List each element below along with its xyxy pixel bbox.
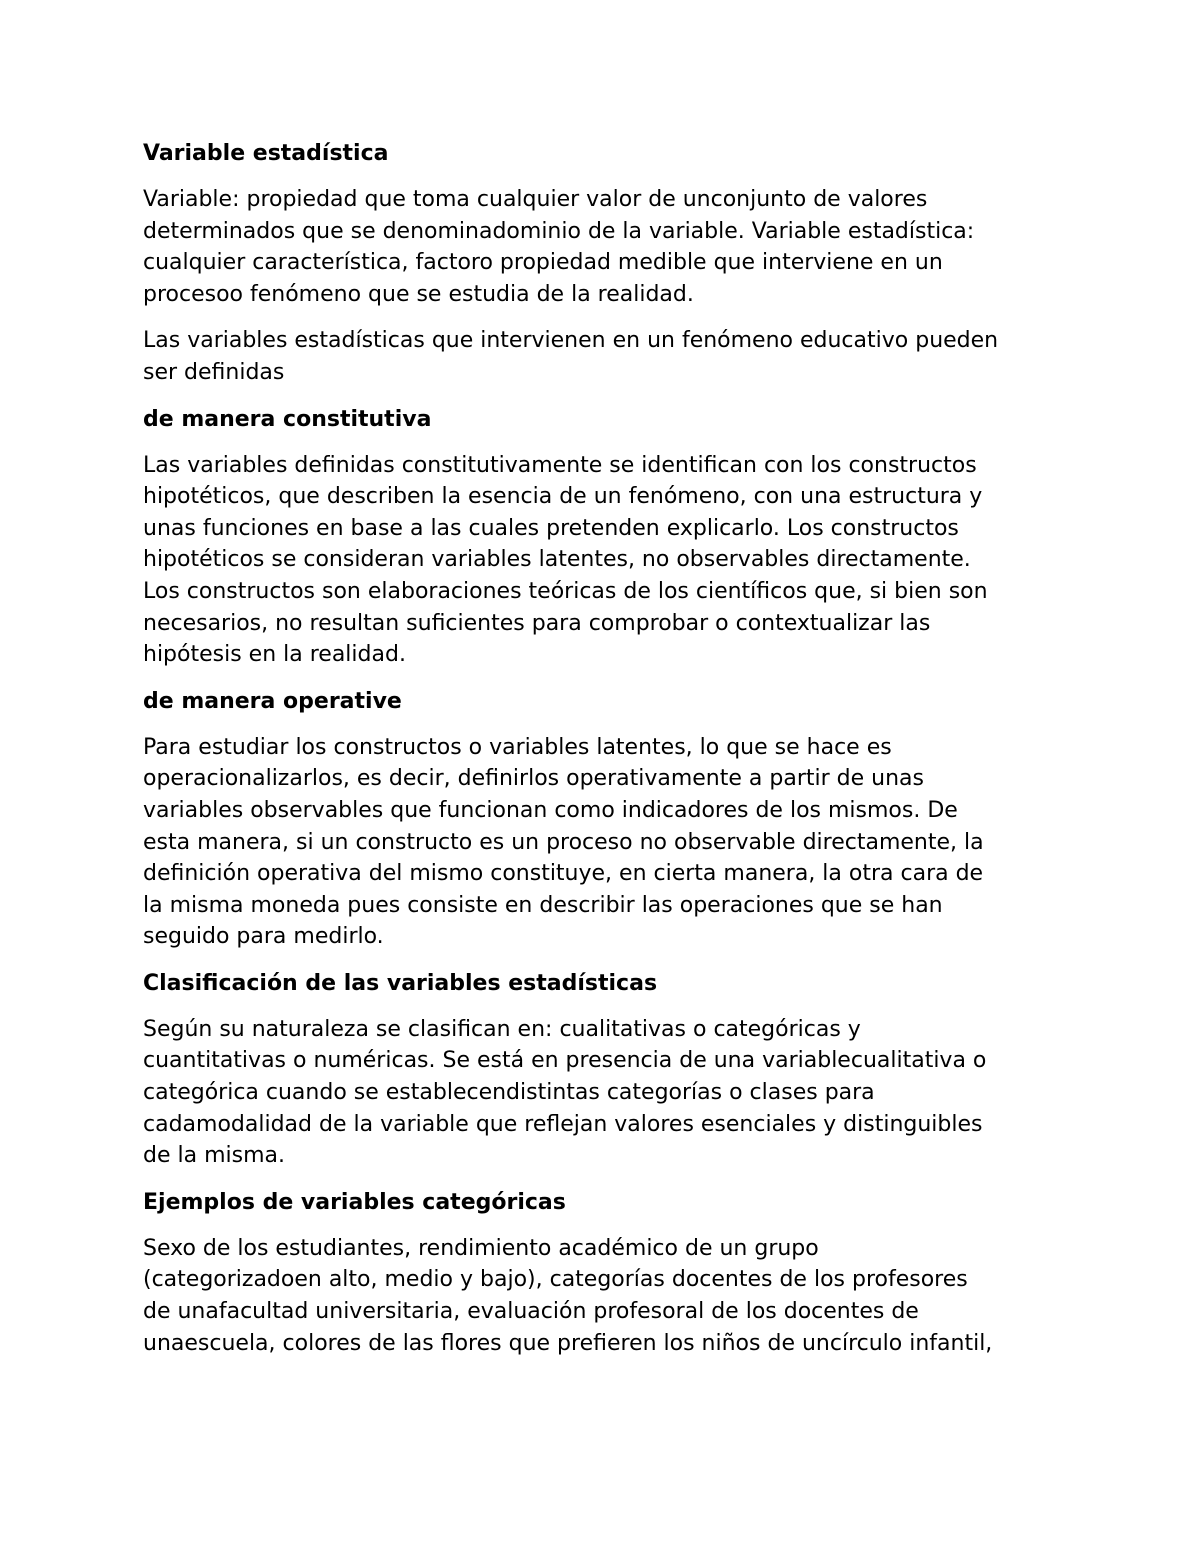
document-page: [143, 138, 1073, 1374]
paragraph-clasificacion: [143, 1014, 1073, 1172]
text-line: (categorizadoen alto, medio y bajo), categorías docentes de los profesores: [143, 1267, 968, 1293]
text-line: Las variables definidas constitutivamente se identifican con los constructos: [143, 452, 977, 478]
text-line: categórica cuando se establecendistintas categorías o clases para: [143, 1080, 875, 1106]
text-line: variables observables que funcionan como indicadores de los mismos. De: [143, 797, 958, 823]
paragraph-variable-definition: [143, 184, 1073, 310]
text-line: seguido para medirlo.: [143, 924, 384, 950]
text-line: cualquier característica, factoro propiedad medible que interviene en un: [143, 250, 943, 276]
paragraph-ejemplos: [143, 1233, 1073, 1359]
heading-constitutiva: de manera constitutiva: [143, 406, 432, 432]
text-line: la misma moneda pues consiste en describir las operaciones que se han: [143, 892, 943, 918]
text-line: operacionalizarlos, es decir, definirlos operativamente a partir de unas: [143, 766, 924, 792]
text-line: Sexo de los estudiantes, rendimiento académico de un grupo: [143, 1235, 819, 1261]
paragraph-constitutiva: [143, 450, 1073, 671]
text-line: hipotéticos se consideran variables latentes, no observables directamente.: [143, 547, 971, 573]
text-line: Según su naturaleza se clasifican en: cualitativas o categóricas y: [143, 1016, 861, 1042]
text-line: determinados que se denominadominio de la variable. Variable estadística:: [143, 218, 975, 244]
text-line: hipotéticos, que describen la esencia de un fenómeno, con una estructura y: [143, 484, 983, 510]
text-line: hipótesis en la realidad.: [143, 642, 406, 668]
text-line: ser definidas: [143, 359, 285, 385]
paragraph-definition-intro: [143, 325, 1073, 388]
text-line: esta manera, si un constructo es un proceso no observable directamente, la: [143, 829, 984, 855]
text-line: Variable: propiedad que toma cualquier valor de unconjunto de valores: [143, 187, 928, 212]
text-line: Las variables estadísticas que intervienen en un fenómeno educativo pueden: [143, 328, 999, 354]
document-title: Variable estadística: [143, 141, 389, 166]
text-line: de la misma.: [143, 1143, 285, 1169]
heading-operative: de manera operative: [143, 688, 402, 714]
text-line: unaescuela, colores de las flores que prefieren los niños de uncírculo infantil,: [143, 1330, 993, 1356]
paragraph-operative: [143, 732, 1073, 953]
text-line: necesarios, no resultan suficientes para comprobar o contextualizar las: [143, 610, 931, 636]
text-line: cuantitativas o numéricas. Se está en presencia de una variablecualitativa o: [143, 1048, 987, 1074]
text-line: de unafacultad universitaria, evaluación profesoral de los docentes de: [143, 1299, 919, 1325]
text-line: Los constructos son elaboraciones teóricas de los científicos que, si bien son: [143, 578, 988, 604]
text-line: procesoo fenómeno que se estudia de la realidad.: [143, 281, 694, 307]
text-line: cadamodalidad de la variable que reflejan valores esenciales y distinguibles: [143, 1111, 983, 1137]
text-line: Para estudiar los constructos o variables latentes, lo que se hace es: [143, 734, 892, 760]
text-line: unas funciones en base a las cuales pretenden explicarlo. Los constructos: [143, 515, 959, 541]
text-line: definición operativa del mismo constituye, en cierta manera, la otra cara de: [143, 861, 984, 887]
heading-clasificacion: Clasificación de las variables estadísticas: [143, 970, 658, 996]
heading-ejemplos: Ejemplos de variables categóricas: [143, 1189, 566, 1215]
